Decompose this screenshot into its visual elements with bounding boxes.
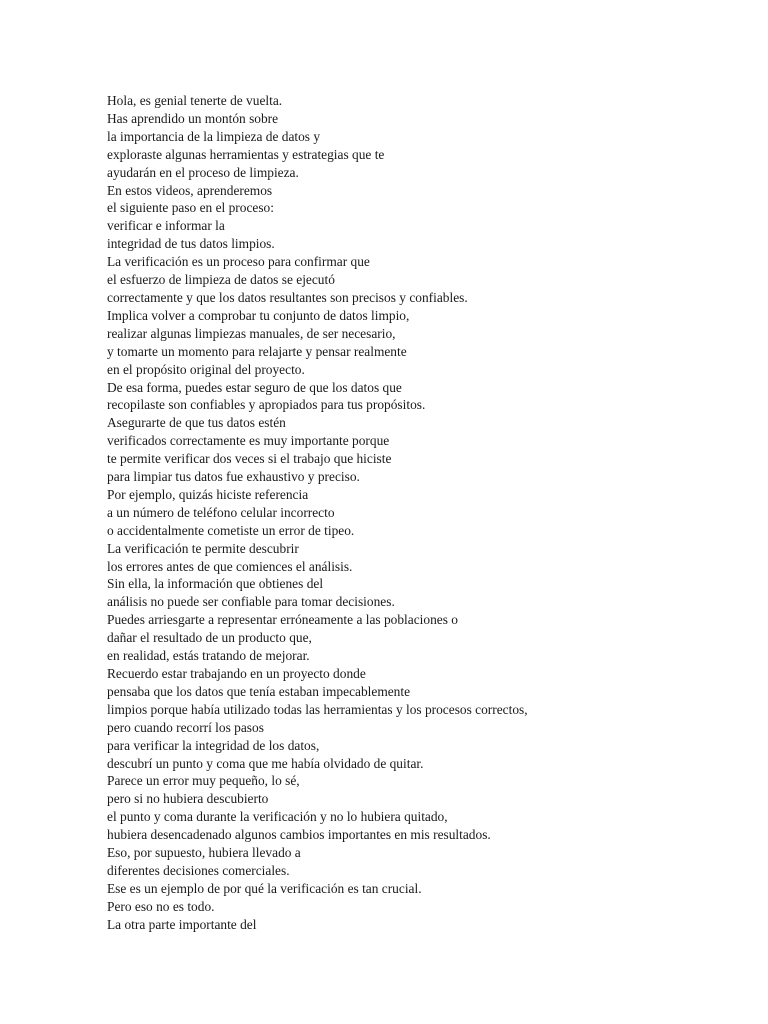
text-line: para verificar la integridad de los datos, xyxy=(107,737,320,753)
text-line: limpios porque había utilizado todas las herramientas y los procesos correctos, xyxy=(107,701,528,717)
text-line: en el propósito original del proyecto. xyxy=(107,361,305,377)
text-line: Has aprendido un montón sobre xyxy=(107,110,279,126)
text-line: La verificación es un proceso para confirmar que xyxy=(107,254,370,270)
text-line: a un número de teléfono celular incorrecto xyxy=(107,504,335,520)
text-line: Implica volver a comprobar tu conjunto de datos limpio, xyxy=(107,307,410,323)
text-line: descubrí un punto y coma que me había olvidado de quitar. xyxy=(107,755,424,771)
text-line: Por ejemplo, quizás hiciste referencia xyxy=(107,486,309,502)
text-line: análisis no puede ser confiable para tomar decisiones. xyxy=(107,594,395,610)
text-line: integridad de tus datos limpios. xyxy=(107,236,275,252)
text-line: exploraste algunas herramientas y estrategias que te xyxy=(107,146,385,162)
text-line: En estos videos, aprenderemos xyxy=(107,182,273,198)
text-line: De esa forma, puedes estar seguro de que los datos que xyxy=(107,379,402,395)
text-line: pero si no hubiera descubierto xyxy=(107,791,269,807)
text-line: el esfuerzo de limpieza de datos se ejecutó xyxy=(107,272,335,288)
text-line: La otra parte importante del xyxy=(107,916,257,932)
text-line: en realidad, estás tratando de mejorar. xyxy=(107,648,310,664)
text-line: la importancia de la limpieza de datos y xyxy=(107,128,321,144)
text-line: Parece un error muy pequeño, lo sé, xyxy=(107,773,300,789)
text-line: pensaba que los datos que tenía estaban impecablemente xyxy=(107,683,411,699)
text-line: verificar e informar la xyxy=(107,218,225,234)
text-line: hubiera desencadenado algunos cambios importantes en mis resultados. xyxy=(107,827,491,843)
text-line: pero cuando recorrí los pasos xyxy=(107,719,264,735)
text-line: ayudarán en el proceso de limpieza. xyxy=(107,164,299,180)
text-line: Ese es un ejemplo de por qué la verificación es tan crucial. xyxy=(107,880,422,896)
text-line: realizar algunas limpiezas manuales, de ser necesario, xyxy=(107,325,396,341)
text-line: Recuerdo estar trabajando en un proyecto donde xyxy=(107,666,366,681)
text-line: La verificación te permite descubrir xyxy=(107,540,299,556)
text-line: Eso, por supuesto, hubiera llevado a xyxy=(107,845,301,861)
text-line: verificados correctamente es muy importante porque xyxy=(107,433,390,449)
text-line: Pero eso no es todo. xyxy=(107,898,215,914)
text-line: te permite verificar dos veces si el trabajo que hiciste xyxy=(107,451,392,467)
text-line: y tomarte un momento para relajarte y pensar realmente xyxy=(107,343,407,359)
text-line: el siguiente paso en el proceso: xyxy=(107,200,274,216)
text-line: Asegurarte de que tus datos estén xyxy=(107,415,286,431)
text-line: Hola, es genial tenerte de vuelta. xyxy=(107,93,283,108)
text-line: o accidentalmente cometiste un error de tipeo. xyxy=(107,522,355,538)
text-line: recopilaste son confiables y apropiados para tus propósitos. xyxy=(107,397,426,413)
text-line: diferentes decisiones comerciales. xyxy=(107,862,290,878)
text-line: el punto y coma durante la verificación y no lo hubiera quitado, xyxy=(107,809,448,825)
transcript-text xyxy=(107,92,727,934)
text-line: dañar el resultado de un producto que, xyxy=(107,630,312,646)
text-line: los errores antes de que comiences el análisis. xyxy=(107,558,353,574)
text-line: correctamente y que los datos resultantes son precisos y confiables. xyxy=(107,289,468,305)
text-line: Puedes arriesgarte a representar erróneamente a las poblaciones o xyxy=(107,612,458,628)
text-line: para limpiar tus datos fue exhaustivo y preciso. xyxy=(107,469,360,485)
text-line: Sin ella, la información que obtienes del xyxy=(107,576,324,592)
